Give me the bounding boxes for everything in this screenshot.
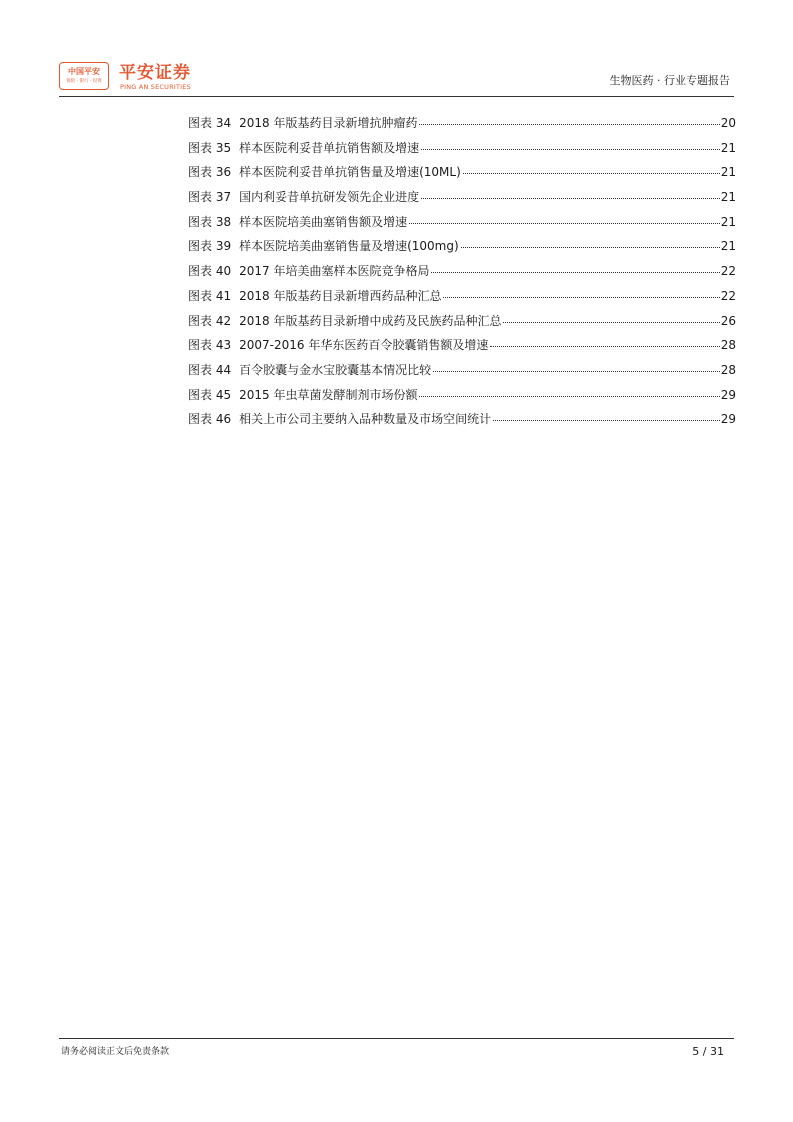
toc-page-number: 20 (720, 116, 736, 130)
toc-dot-leader (431, 271, 719, 273)
toc-figure-title: 样本医院利妥昔单抗销售额及增速 (239, 140, 420, 155)
toc-entry[interactable] (188, 139, 736, 164)
toc-figure-label: 图表 35 (188, 140, 232, 155)
toc-page-number: 29 (720, 387, 736, 402)
toc-dot-leader (419, 395, 719, 397)
toc-dot-leader (421, 197, 720, 199)
toc-page-number: 21 (720, 140, 736, 155)
toc-page-number: 21 (720, 239, 736, 254)
toc-figure-title: 相关上市公司主要纳入品种数量及市场空间统计 (239, 412, 492, 427)
toc-entry[interactable] (188, 336, 736, 361)
toc-entry[interactable] (188, 386, 736, 411)
toc-entry[interactable] (188, 188, 736, 213)
brand-name-cn: 平安证券 (119, 63, 191, 83)
toc-figure-title: 国内利妥昔单抗研发领先企业进度 (239, 190, 420, 205)
toc-figure-label: 图表 36 (188, 165, 232, 180)
toc-page-number: 28 (720, 338, 736, 353)
toc-figure-title: 百令胶囊与金水宝胶囊基本情况比较 (239, 362, 432, 377)
toc-dot-leader (443, 296, 719, 298)
page-footer (59, 1038, 734, 1059)
toc-entry[interactable] (188, 262, 736, 287)
toc-entry[interactable] (188, 312, 736, 337)
toc-dot-leader (409, 222, 720, 224)
toc-page-number: 21 (720, 190, 736, 205)
toc-entry[interactable] (188, 213, 736, 238)
toc-figure-label: 图表 39 (188, 239, 232, 254)
toc-figure-label: 图表 45 (188, 387, 232, 402)
toc-figure-label: 图表 34 (188, 116, 232, 130)
page-header (59, 60, 734, 97)
toc-figure-title: 样本医院培美曲塞销售量及增速(100mg) (239, 239, 459, 254)
toc-dot-leader (490, 345, 719, 347)
toc-dot-leader (421, 148, 720, 150)
toc-dot-leader (419, 123, 719, 125)
toc-figure-label: 图表 44 (188, 362, 232, 377)
toc-entry[interactable] (188, 163, 736, 188)
toc-figure-label: 图表 40 (188, 264, 232, 279)
toc-page-number: 29 (720, 412, 736, 427)
toc-entry[interactable] (188, 287, 736, 312)
toc-figure-title: 2015 年虫草菌发酵制剂市场份额 (239, 387, 418, 402)
toc-figure-title: 2018 年版基药目录新增抗肿瘤药 (239, 116, 418, 130)
toc-figure-title: 样本医院培美曲塞销售额及增速 (239, 214, 408, 229)
toc-page-number: 22 (720, 264, 736, 279)
toc-figure-label: 图表 43 (188, 338, 232, 353)
toc-figure-title: 2007-2016 年华东医药百令胶囊销售额及增速 (239, 338, 489, 353)
logo-badge-sub-text: 保险 · 银行 · 投资 (66, 79, 102, 84)
toc-page-number: 28 (720, 362, 736, 377)
logo-badge-main-text: 中国平安 (68, 67, 100, 76)
toc-figure-label: 图表 41 (188, 288, 232, 303)
toc-figure-title: 2018 年版基药目录新增西药品种汇总 (239, 288, 442, 303)
toc-dot-leader (463, 172, 720, 174)
toc-entry[interactable] (188, 410, 736, 435)
footer-disclaimer: 请务必阅读正文后免责条款 (61, 1047, 170, 1057)
toc-entry[interactable] (188, 114, 736, 139)
toc-figure-label: 图表 42 (188, 313, 232, 328)
toc-dot-leader (433, 370, 720, 372)
toc-figure-label: 图表 46 (188, 412, 232, 427)
brand-name-en: PING AN SECURITIES (120, 83, 191, 91)
toc-dot-leader (461, 246, 720, 248)
toc-dot-leader (503, 321, 719, 323)
toc-page-number: 26 (720, 313, 736, 328)
toc-figure-label: 图表 37 (188, 190, 232, 205)
toc-dot-leader (493, 419, 720, 421)
toc-entry[interactable] (188, 237, 736, 262)
toc-figure-title: 2017 年培美曲塞样本医院竞争格局 (239, 264, 430, 279)
toc-entry[interactable] (188, 361, 736, 386)
report-title: 生物医药 · 行业专题报告 (609, 74, 730, 87)
page-number: 5 / 31 (692, 1045, 724, 1058)
ping-an-logo-badge (59, 62, 109, 90)
toc-page-number: 21 (720, 214, 736, 229)
figure-index-list (188, 114, 736, 435)
toc-page-number: 21 (720, 165, 736, 180)
toc-page-number: 22 (720, 288, 736, 303)
toc-figure-title: 样本医院利妥昔单抗销售量及增速(10ML) (239, 165, 461, 180)
toc-figure-label: 图表 38 (188, 214, 232, 229)
toc-figure-title: 2018 年版基药目录新增中成药及民族药品种汇总 (239, 313, 502, 328)
